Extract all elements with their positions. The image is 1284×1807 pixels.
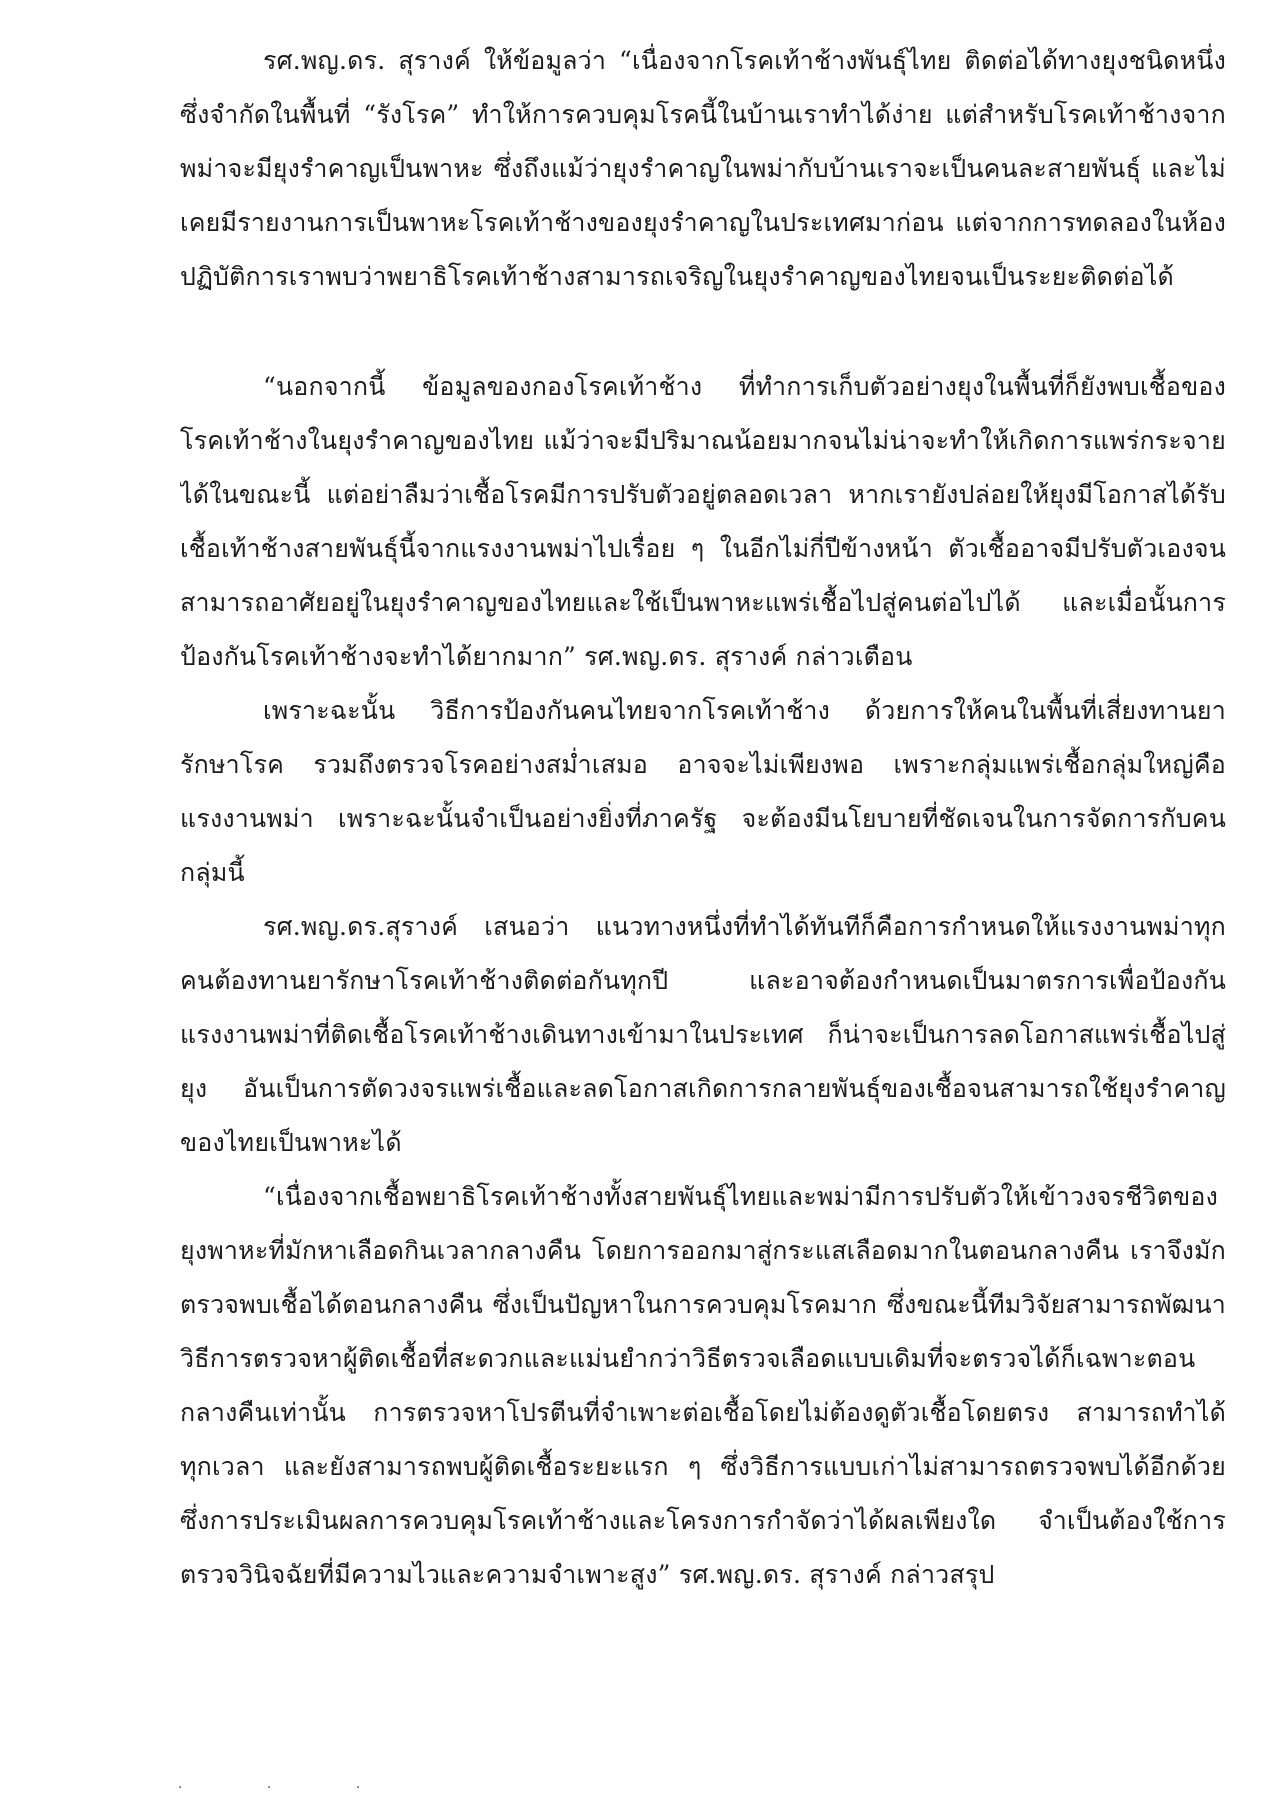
paragraph-line: “นอกจากนี้ ข้อมูลของกองโรคเท้าช้าง ที่ทำการเก็บตัวอย่างยุงในพื้นที่ก็ยังพบเชื้อของ [263, 372, 1226, 401]
paragraph-5 [180, 1170, 1226, 1602]
paragraph-line: แรงงานพม่าที่ติดเชื้อโรคเท้าช้างเดินทางเข้ามาในประเทศ ก็น่าจะเป็นการลดโอกาสแพร่เชื้อไปสู่ [180, 1020, 1226, 1049]
paragraph-line: ซึ่งการประเมินผลการควบคุมโรคเท้าช้างและโครงการกำจัดว่าได้ผลเพียงใด จำเป็นต้องใช้การ [180, 1506, 1226, 1535]
paragraph-line: ซึ่งจำกัดในพื้นที่ “รังโรค” ทำให้การควบคุมโรคนี้ในบ้านเราทำได้ง่าย แต่สำหรับโรคเท้าช้างจาก [180, 100, 1226, 129]
paragraph-line: เพราะฉะนั้น วิธีการป้องกันคนไทยจากโรคเท้าช้าง ด้วยการให้คนในพื้นที่เสี่ยงทานยา [263, 696, 1226, 725]
paragraph-line: “เนื่องจากเชื้อพยาธิโรคเท้าช้างทั้งสายพันธุ์ไทยและพม่ามีการปรับตัวให้เข้าวงจรชีวิตของ [263, 1182, 1219, 1211]
paragraph-line: ทุกเวลา และยังสามารถพบผู้ติดเชื้อระยะแรก ๆ ซึ่งวิธีการแบบเก่าไม่สามารถตรวจพบได้อีกด้วย [180, 1452, 1226, 1481]
paragraph-line: รักษาโรค รวมถึงตรวจโรคอย่างสม่ำเสมอ อาจจะไม่เพียงพอ เพราะกลุ่มแพร่เชื้อกลุ่มใหญ่คือ [180, 750, 1226, 779]
paragraph-line: ตรวจวินิจฉัยที่มีความไวและความจำเพาะสูง” รศ.พญ.ดร. สุรางค์ กล่าวสรุป [180, 1560, 995, 1589]
paragraph-line: รศ.พญ.ดร.สุรางค์ เสนอว่า แนวทางหนึ่งที่ทำได้ทันทีก็คือการกำหนดให้แรงงานพม่าทุก [263, 912, 1226, 941]
paragraph-spacer [180, 304, 1226, 360]
paragraph-line: ของไทยเป็นพาหะได้ [180, 1128, 402, 1157]
paragraph-line: โรคเท้าช้างในยุงรำคาญของไทย แม้ว่าจะมีปริมาณน้อยมากจนไม่น่าจะทำให้เกิดการแพร่กระจาย [180, 426, 1226, 455]
paragraph-line: กลางคืนเท่านั้น การตรวจหาโปรตีนที่จำเพาะต่อเชื้อโดยไม่ต้องดูตัวเชื้อโดยตรง สามารถทำได้ [180, 1398, 1226, 1427]
paragraph-line: ได้ในขณะนี้ แต่อย่าลืมว่าเชื้อโรคมีการปรับตัวอยู่ตลอดเวลา หากเรายังปล่อยให้ยุงมีโอกาสได้รับ [180, 480, 1226, 509]
paragraph-1 [180, 34, 1226, 304]
paragraph-4 [180, 900, 1226, 1170]
paragraph-line: กลุ่มนี้ [180, 858, 245, 887]
paragraph-3 [180, 684, 1226, 900]
paragraph-line: ยุงพาหะที่มักหาเลือดกินเวลากลางคืน โดยการออกมาสู่กระแสเลือดมากในตอนกลางคืน เราจึงมัก [180, 1236, 1226, 1265]
paragraph-line: ตรวจพบเชื้อได้ตอนกลางคืน ซึ่งเป็นปัญหาในการควบคุมโรคมาก ซึ่งขณะนี้ทีมวิจัยสามารถพัฒนา [180, 1290, 1226, 1319]
scan-artifact-marks: · · · [178, 1780, 401, 1796]
paragraph-line: เคยมีรายงานการเป็นพาหะโรคเท้าช้างของยุงรำคาญในประเทศมาก่อน แต่จากการทดลองในห้อง [180, 208, 1226, 237]
paragraph-line: พม่าจะมียุงรำคาญเป็นพาหะ ซึ่งถึงแม้ว่ายุงรำคาญในพม่ากับบ้านเราจะเป็นคนละสายพันธุ์ และไม่ [180, 154, 1226, 183]
document-body [180, 34, 1226, 1602]
paragraph-line: เชื้อเท้าช้างสายพันธุ์นี้จากแรงงานพม่าไปเรื่อย ๆ ในอีกไม่กี่ปีข้างหน้า ตัวเชื้ออาจมีปรับตัวเองจน [180, 534, 1226, 563]
paragraph-line: แรงงานพม่า เพราะฉะนั้นจำเป็นอย่างยิ่งที่ภาครัฐ จะต้องมีนโยบายที่ชัดเจนในการจัดการกับคน [180, 804, 1226, 833]
paragraph-line: ยุง อันเป็นการตัดวงจรแพร่เชื้อและลดโอกาสเกิดการกลายพันธุ์ของเชื้อจนสามารถใช้ยุงรำคาญ [180, 1074, 1226, 1103]
paragraph-line: ปฏิบัติการเราพบว่าพยาธิโรคเท้าช้างสามารถเจริญในยุงรำคาญของไทยจนเป็นระยะติดต่อได้ [180, 262, 1174, 291]
paragraph-line: วิธีการตรวจหาผู้ติดเชื้อที่สะดวกและแม่นยำกว่าวิธีตรวจเลือดแบบเดิมที่จะตรวจได้ก็เฉพาะตอน [180, 1344, 1196, 1373]
paragraph-line: สามารถอาศัยอยู่ในยุงรำคาญของไทยและใช้เป็นพาหะแพร่เชื้อไปสู่คนต่อไปได้ และเมื่อนั้นการ [180, 588, 1226, 617]
paragraph-line: ป้องกันโรคเท้าช้างจะทำได้ยากมาก” รศ.พญ.ดร. สุรางค์ กล่าวเตือน [180, 642, 913, 671]
paragraph-line: รศ.พญ.ดร. สุรางค์ ให้ข้อมูลว่า “เนื่องจากโรคเท้าช้างพันธุ์ไทย ติดต่อได้ทางยุงชนิดหนึ่ง [263, 46, 1226, 75]
paragraph-2 [180, 360, 1226, 684]
paragraph-line: คนต้องทานยารักษาโรคเท้าช้างติดต่อกันทุกปี และอาจต้องกำหนดเป็นมาตรการเพื่อป้องกัน [180, 966, 1226, 995]
